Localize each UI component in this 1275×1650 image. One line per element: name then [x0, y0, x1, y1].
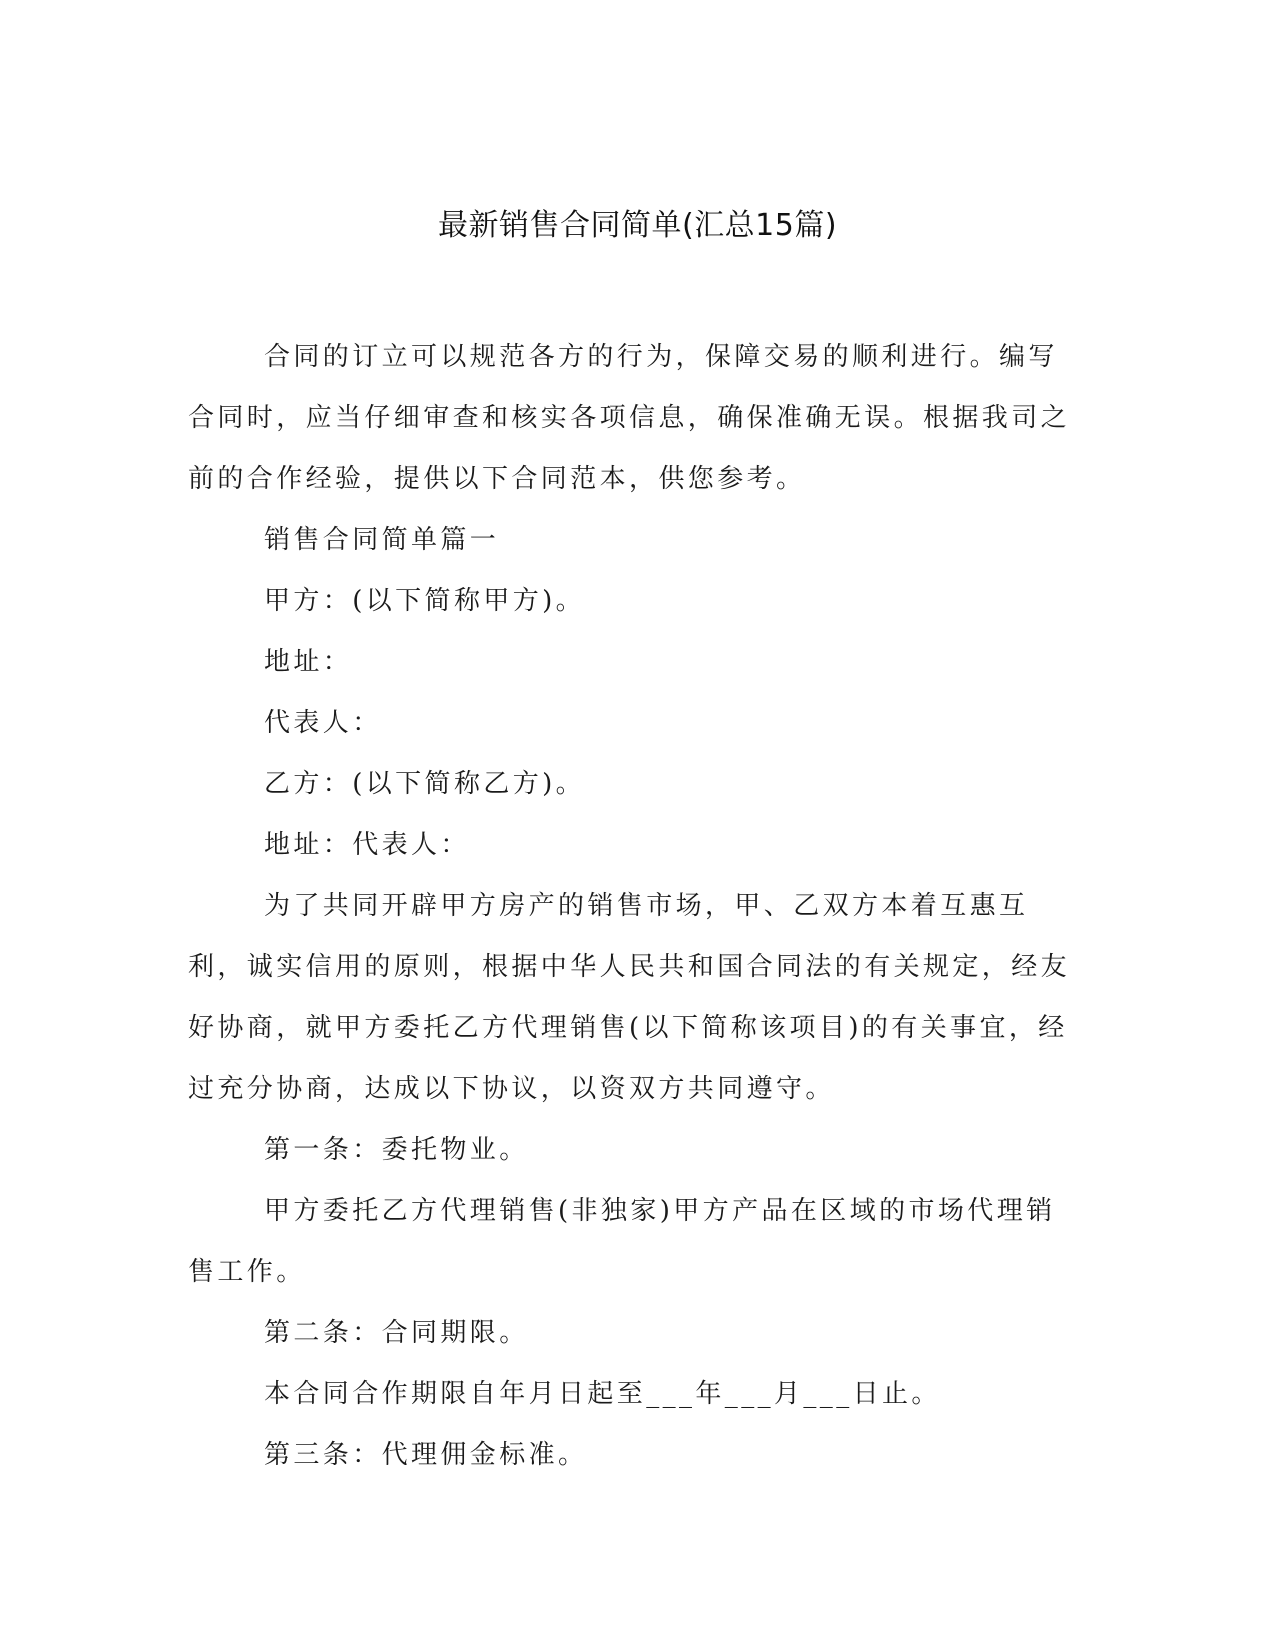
preamble-paragraph: 为了共同开辟甲方房产的销售市场，甲、乙双方本着互惠互利，诚实信用的原则，根据中华人民共和国合同法的有关规定，经友好协商，就甲方委托乙方代理销售(以下简称该项目)的有关事宜，经过充分协商，达成以下协议，以资双方共同遵守。	[188, 891, 1071, 1104]
section-heading: 销售合同简单篇一	[264, 525, 500, 555]
document-body	[188, 327, 1084, 1486]
article-two-body: 本合同合作期限自年月日起至___年___月___日止。	[264, 1379, 941, 1409]
article-one-body: 甲方委托乙方代理销售(非独家)甲方产品在区域的市场代理销售工作。	[188, 1196, 1056, 1287]
article-two-heading: 第二条：合同期限。	[264, 1318, 529, 1348]
party-a-address: 地址：	[264, 647, 353, 677]
article-three-heading: 第三条：代理佣金标准。	[264, 1440, 588, 1470]
party-a-representative: 代表人：	[264, 708, 382, 738]
article-one-heading: 第一条：委托物业。	[264, 1135, 529, 1165]
document-title: 最新销售合同简单(汇总15篇)	[437, 208, 838, 243]
intro-paragraph: 合同的订立可以规范各方的行为，保障交易的顺利进行。编写合同时，应当仔细审查和核实各项信息，确保准确无误。根据我司之前的合作经验，提供以下合同范本，供您参考。	[188, 342, 1071, 494]
party-b-line: 乙方：(以下简称乙方)。	[264, 769, 586, 799]
party-b-address-representative: 地址：代表人：	[264, 830, 470, 860]
party-a-line: 甲方：(以下简称甲方)。	[264, 586, 586, 616]
